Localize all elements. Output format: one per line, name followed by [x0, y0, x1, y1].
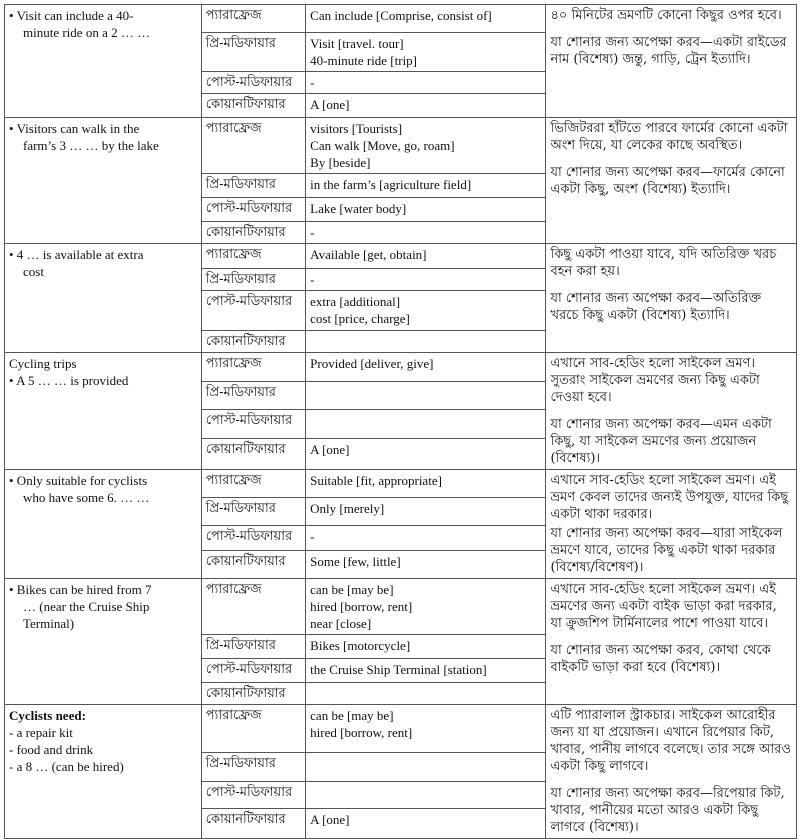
pre-modifier-cell	[306, 381, 546, 410]
label-pre-modifier: প্রি-মডিফায়ার	[201, 174, 305, 198]
label-post-modifier: পোস্ট-মডিফায়ার	[201, 410, 305, 439]
table-row	[5, 353, 797, 382]
label-post-modifier: পোস্ট-মডিফায়ার	[201, 72, 305, 94]
post-modifier-cell: Lake [water body]	[306, 198, 546, 222]
pre-modifier-cell	[306, 752, 546, 782]
bangla-explanation: এখানে সাব-হেডিং হলো সাইকেল ভ্রমণ। সুতরাং সাইকেল ভ্রমণের জন্য কিছু একটা দেওয়া হবে। যা শোনার জন্য অপেক্ষা করব—এমন একটা কিছু, যা সাইকেল ভ্রমণের জন্য প্রয়োজন (বিশেষ্য)।	[546, 353, 797, 470]
bangla-explanation: ৪০ মিনিটের ভ্রমণটি কোনো কিছুর ওপর হবে। যা শোনার জন্য অপেক্ষা করব—একটা রাইডের নাম (বিশেষ্য) জন্তু, গাড়ি, ট্রেন ইত্যাদি।	[546, 5, 797, 118]
question-cell	[5, 5, 202, 118]
paraphrase-cell: can be [may be] hired [borrow, rent]	[306, 705, 546, 753]
label-post-modifier: পোস্ট-মডিফায়ার	[201, 291, 305, 331]
label-pre-modifier: প্রি-মডিফায়ার	[201, 752, 305, 782]
quantifier-cell: -	[306, 222, 546, 244]
question-text: minute ride on a 2 … …	[23, 25, 151, 40]
label-pre-modifier: প্রি-মডিফায়ার	[201, 635, 305, 659]
label-post-modifier: পোস্ট-মডিফায়ার	[201, 525, 305, 551]
label-post-modifier: পোস্ট-মডিফায়ার	[201, 659, 305, 683]
label-quantifier: কোয়ানটিফায়ার	[201, 809, 305, 839]
table-row	[5, 579, 797, 635]
post-modifier-cell: the Cruise Ship Terminal [station]	[306, 659, 546, 683]
label-paraphrase: প্যারাফ্রেজ	[201, 118, 305, 174]
label-quantifier: কোয়ানটিফায়ার	[201, 331, 305, 353]
label-paraphrase: প্যারাফ্রেজ	[201, 5, 305, 33]
question-cell: Cycling trips • A 5 … … is provided	[5, 353, 202, 470]
post-modifier-cell: -	[306, 525, 546, 551]
bangla-explanation: ভিজিটররা হাঁটতে পারবে ফার্মের কোনো একটা অংশ দিয়ে, যা লেকের কাছে অবস্থিত। যা শোনার জন্য অপেক্ষা করব—ফার্মের কোনো একটা কিছু, অংশ (বিশেষ্য) ইত্যাদি।	[546, 118, 797, 244]
label-pre-modifier: প্রি-মডিফায়ার	[201, 269, 305, 291]
quantifier-cell: A [one]	[306, 438, 546, 469]
paraphrase-cell: can be [may be] hired [borrow, rent] near [close]	[306, 579, 546, 635]
table-row	[5, 470, 797, 498]
label-paraphrase: প্যারাফ্রেজ	[201, 470, 305, 498]
label-paraphrase: প্যারাফ্রেজ	[201, 353, 305, 382]
quantifier-cell	[306, 331, 546, 353]
question-text: • Visit can include a 40-	[9, 8, 134, 23]
bangla-explanation: এখানে সাব-হেডিং হলো সাইকেল ভ্রমণ। এই ভ্রমণ কেবল তাদের জন্যই উপযুক্ত, যাদের কিছু একটা থাকা দরকার। যা শোনার জন্য অপেক্ষা করব—যারা সাইকেল ভ্রমণে যাবে, তাদের কিছু একটা থাকা দরকার (বিশেষ্য/বিশেষণ)।	[546, 470, 797, 579]
label-quantifier: কোয়ানটিফায়ার	[201, 222, 305, 244]
quantifier-cell: A [one]	[306, 94, 546, 118]
post-modifier-cell: -	[306, 72, 546, 94]
label-paraphrase: প্যারাফ্রেজ	[201, 244, 305, 269]
table-row	[5, 5, 797, 33]
label-pre-modifier: প্রি-মডিফায়ার	[201, 497, 305, 525]
quantifier-cell	[306, 683, 546, 705]
vocabulary-analysis-table	[4, 4, 797, 839]
post-modifier-cell	[306, 782, 546, 809]
label-quantifier: কোয়ানটিফায়ার	[201, 94, 305, 118]
post-modifier-cell: extra [additional] cost [price, charge]	[306, 291, 546, 331]
paraphrase-cell: Provided [deliver, give]	[306, 353, 546, 382]
paraphrase-cell: Available [get, obtain]	[306, 244, 546, 269]
pre-modifier-cell: Bikes [motorcycle]	[306, 635, 546, 659]
pre-modifier-cell: Only [merely]	[306, 497, 546, 525]
bangla-explanation: এটি প্যারালাল স্ট্রাকচার। সাইকেল আরোহীর জন্য যা যা প্রয়োজন। এখানে রিপেয়ার কিট, খাবার, পানীয় লাগবে বলেছে। তার সঙ্গে আরও একটা কিছু লাগবে। যা শোনার জন্য অপেক্ষা করব—রিপেয়ার কিট, খাবার, পানীয়ের মতো আরও একটা কিছু লাগবে (বিশেষ্য)।	[546, 705, 797, 839]
bangla-explanation: এখানে সাব-হেডিং হলো সাইকেল ভ্রমণ। এই ভ্রমণের জন্য একটা বাইক ভাড়া করা দরকার, যা ক্রুজশিপ টার্মিনালের পাশে পাওয়া যাবে। যা শোনার জন্য অপেক্ষা করব, কোথা থেকে বাইকটি ভাড়া করা হবে (বিশেষ্য)।	[546, 579, 797, 705]
label-pre-modifier: প্রি-মডিফায়ার	[201, 381, 305, 410]
label-quantifier: কোয়ানটিফায়ার	[201, 551, 305, 579]
question-cell: Cyclists need: - a repair kit - food and drink - a 8 … (can be hired)	[5, 705, 202, 839]
question-cell: • Bikes can be hired from 7 … (near the Cruise Ship Terminal)	[5, 579, 202, 705]
quantifier-cell: A [one]	[306, 809, 546, 839]
quantifier-cell: Some [few, little]	[306, 551, 546, 579]
label-pre-modifier: প্রি-মডিফায়ার	[201, 33, 305, 72]
table-row	[5, 705, 797, 753]
post-modifier-cell	[306, 410, 546, 439]
bangla-explanation: কিছু একটা পাওয়া যাবে, যদি অতিরিক্ত খরচ বহন করা হয়। যা শোনার জন্য অপেক্ষা করব—অতিরিক্ত খরচে কিছু একটা (বিশেষ্য) ইত্যাদি।	[546, 244, 797, 353]
table-row	[5, 118, 797, 174]
question-cell: • 4 … is available at extra cost	[5, 244, 202, 353]
label-paraphrase: প্যারাফ্রেজ	[201, 579, 305, 635]
pre-modifier-cell: -	[306, 269, 546, 291]
question-cell: • Visitors can walk in the farm’s 3 … … by the lake	[5, 118, 202, 244]
pre-modifier-cell: in the farm’s [agriculture field]	[306, 174, 546, 198]
label-quantifier: কোয়ানটিফায়ার	[201, 683, 305, 705]
label-quantifier: কোয়ানটিফায়ার	[201, 438, 305, 469]
pre-modifier-cell: Visit [travel. tour] 40-minute ride [trip]	[306, 33, 546, 72]
question-cell: • Only suitable for cyclists who have some 6. … …	[5, 470, 202, 579]
label-post-modifier: পোস্ট-মডিফায়ার	[201, 198, 305, 222]
label-post-modifier: পোস্ট-মডিফায়ার	[201, 782, 305, 809]
table-row	[5, 244, 797, 269]
paraphrase-cell: visitors [Tourists] Can walk [Move, go, roam] By [beside]	[306, 118, 546, 174]
label-paraphrase: প্যারাফ্রেজ	[201, 705, 305, 753]
paraphrase-cell: Can include [Comprise, consist of]	[306, 5, 546, 33]
paraphrase-cell: Suitable [fit, appropriate]	[306, 470, 546, 498]
